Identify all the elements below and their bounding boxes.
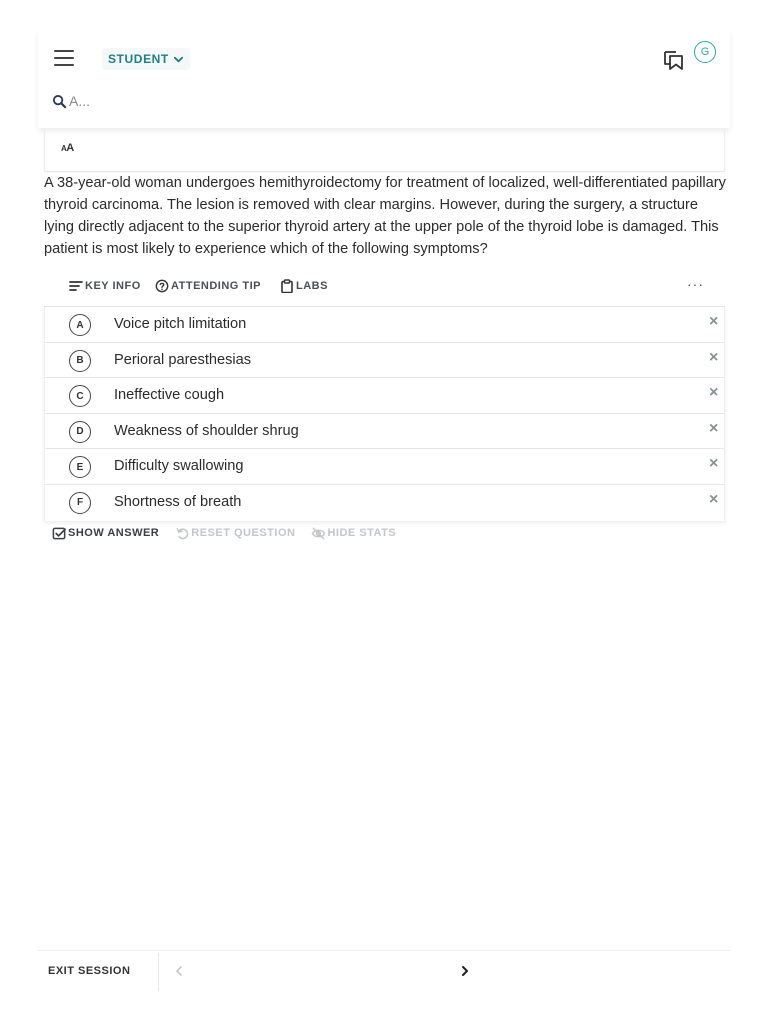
attending-tip-button[interactable]	[155, 277, 261, 295]
role-label: STUDENT	[108, 52, 169, 66]
clipboard-icon	[280, 279, 294, 293]
option-letter: B	[69, 350, 91, 372]
option-text: Ineffective cough	[114, 387, 225, 404]
answer-option-e[interactable]	[45, 449, 724, 485]
option-text: Perioral paresthesias	[114, 351, 252, 368]
option-text: Difficulty swallowing	[114, 458, 244, 475]
strike-option-close-icon[interactable]: ×	[709, 384, 719, 402]
option-letter: E	[69, 456, 91, 478]
show-answer-button[interactable]	[52, 526, 159, 541]
footer-divider	[158, 953, 159, 991]
option-text: Shortness of breath	[114, 493, 242, 510]
top-header	[38, 30, 730, 128]
labs-label: LABS	[296, 280, 328, 292]
question-actions	[52, 524, 412, 542]
answer-option-d[interactable]	[45, 414, 724, 450]
eye-off-icon	[311, 526, 326, 541]
chevron-left-icon[interactable]	[172, 963, 186, 979]
chevron-down-icon	[173, 54, 184, 65]
attending-tip-label: ATTENDING TIP	[171, 280, 262, 292]
answer-option-a[interactable]	[45, 307, 724, 343]
answer-options	[44, 307, 725, 521]
question-tools-bar	[44, 266, 725, 307]
more-options-button[interactable]: ···	[687, 276, 704, 292]
search-bar	[52, 90, 712, 112]
option-letter: A	[69, 314, 91, 336]
session-footer	[38, 950, 730, 992]
role-dropdown[interactable]	[102, 48, 190, 70]
strike-option-close-icon[interactable]: ×	[709, 313, 719, 330]
chevron-right-icon[interactable]	[458, 963, 472, 979]
answer-option-f[interactable]	[45, 485, 724, 521]
reset-question-label: RESET QUESTION	[191, 527, 296, 539]
font-size-small-glyph: A	[61, 144, 67, 153]
avatar-initial: G	[700, 46, 710, 58]
option-letter: D	[69, 421, 91, 443]
search-icon	[52, 94, 67, 109]
key-info-label: KEY INFO	[85, 280, 141, 292]
hamburger-menu-icon[interactable]	[54, 50, 74, 66]
font-size-button[interactable]	[61, 142, 74, 154]
option-letter: C	[69, 385, 91, 407]
answer-option-c[interactable]	[45, 378, 724, 414]
show-answer-label: SHOW ANSWER	[68, 527, 160, 539]
strike-option-close-icon[interactable]: ×	[709, 419, 719, 437]
hide-stats-button[interactable]	[311, 526, 396, 541]
hide-stats-label: HIDE STATS	[327, 527, 397, 539]
labs-button[interactable]	[280, 277, 328, 295]
question-stem: A 38-year-old woman undergoes hemithyroidectomy for treatment of localized, well-differentiated papillary thyroid carcinoma. The lesion is removed with clear margins. However, during the surgery, a structure lying directly adjacent to the superior thyroid artery at the upper pole of the thyroid lobe is damaged. This patient is most likely to experience which of the following symptoms?	[44, 175, 726, 257]
font-size-large-glyph: A	[66, 142, 74, 154]
strike-option-close-icon[interactable]: ×	[709, 455, 719, 473]
key-info-button[interactable]	[69, 277, 141, 295]
font-size-bar	[44, 128, 725, 172]
strike-option-close-icon[interactable]: ×	[709, 490, 719, 508]
question-circle-icon	[155, 279, 169, 293]
avatar[interactable]	[694, 41, 716, 63]
option-text: Voice pitch limitation	[114, 316, 247, 332]
option-text: Weakness of shoulder shrug	[114, 422, 299, 439]
strike-option-close-icon[interactable]: ×	[709, 348, 719, 366]
option-letter: F	[69, 492, 91, 514]
reset-icon	[175, 526, 190, 541]
bookmarks-icon[interactable]	[662, 47, 686, 71]
checkbox-icon	[52, 526, 67, 541]
lines-icon	[69, 279, 83, 293]
answer-option-b[interactable]	[45, 343, 724, 379]
search-input[interactable]	[69, 93, 689, 109]
exit-session-button[interactable]: EXIT SESSION	[48, 965, 131, 977]
reset-question-button[interactable]	[175, 526, 295, 541]
